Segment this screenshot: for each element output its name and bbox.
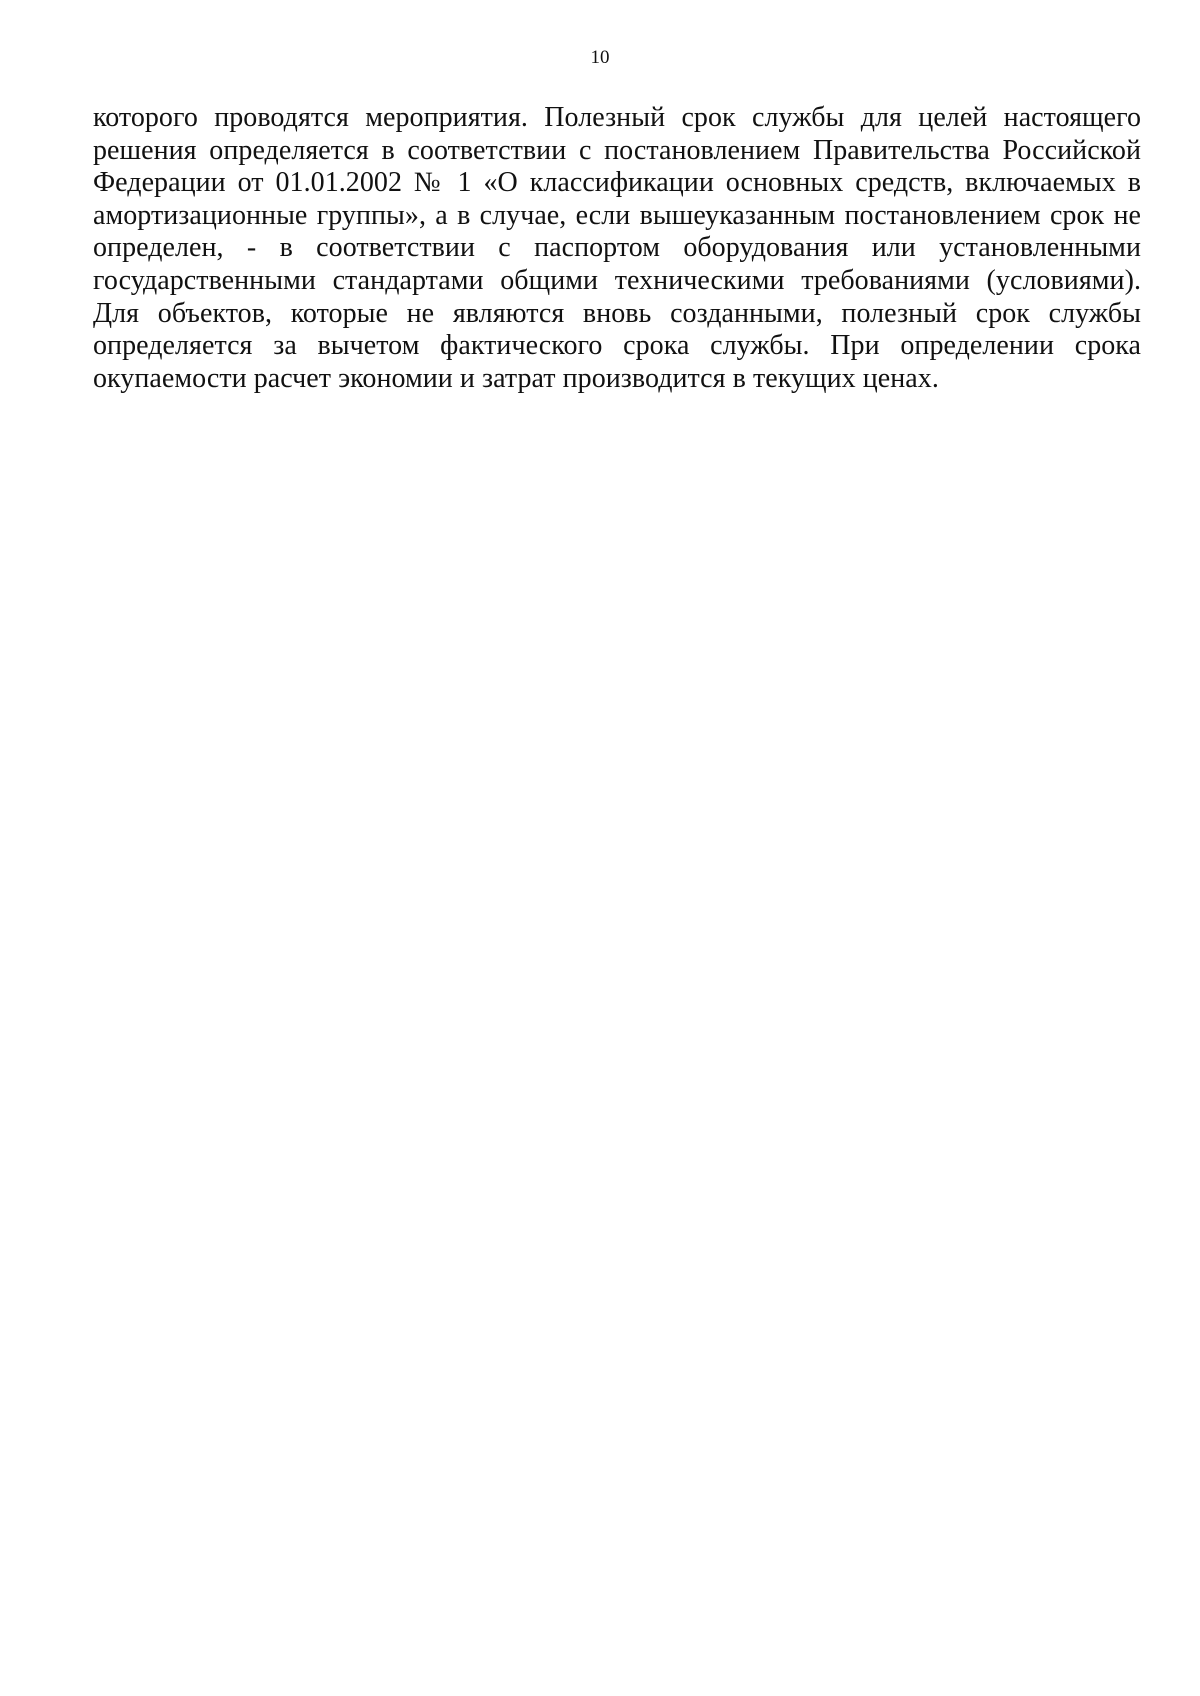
page-number: 10 (590, 47, 610, 68)
body-paragraph: которого проводятся мероприятия. Полезный срок службы для целей настоящего решения определяется в соответствии с постановлением Правительства Российской Федерации от 01.01.2002 № 1 «О классификации основных средств, включаемых в амортизационные группы», а в случае, если вышеуказанным постановлением срок не определен, - в соответствии с паспортом оборудования или установленными государственными стандартами общими техническими требованиями (условиями). Для объектов, которые не являются вновь созданными, полезный срок службы определяется за вычетом фактического срока службы. При определении срока окупаемости расчет экономии и затрат производится в текущих ценах. (93, 102, 1141, 394)
